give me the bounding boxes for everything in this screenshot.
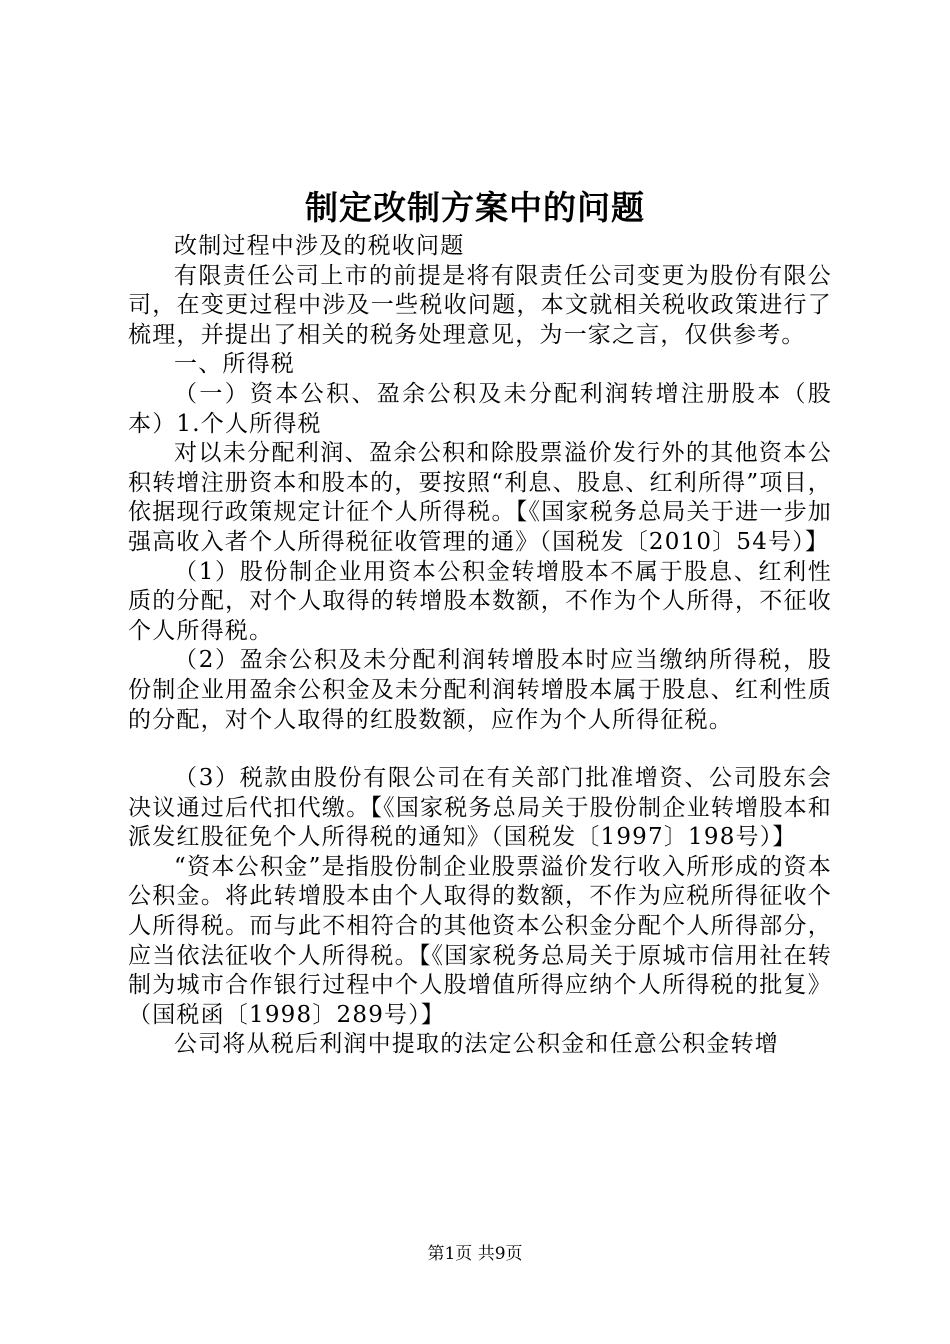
paragraph: 公司将从税后利润中提取的法定公积金和任意公积金转增 xyxy=(174,1031,779,1058)
paragraph: （3）税款由股份有限公司在有关部门批准增资、公司股东会决议通过后代扣代缴。【《国家税务总局关于股份制企业转增股本和派发红股征免个人所得税的通知》（国税发〔1997〕198号）】 xyxy=(128,765,832,851)
paragraph-intro: 有限责任公司上市的前提是将有限责任公司变更为股份有限公司，在变更过程中涉及一些税收问题，本文就相关税收政策进行了梳理，并提出了相关的税务处理意见，为一家之言，仅供参考。 xyxy=(128,262,832,348)
subsection-heading: （一）资本公积、盈余公积及未分配利润转增注册股本（股本）1.个人所得税 xyxy=(128,380,832,437)
paragraph: （2）盈余公积及未分配利润转增股本时应当缴纳所得税，股份制企业用盈余公积金及未分配利润转增股本属于股息、红利性质的分配，对个人取得的红股数额，应作为个人所得征税。 xyxy=(128,647,832,733)
paragraph-subtitle: 改制过程中涉及的税收问题 xyxy=(174,233,465,259)
section-heading-income-tax: 一、所得税 xyxy=(174,351,295,378)
document-body xyxy=(128,232,832,1060)
paragraph: “资本公积金”是指股份制企业股票溢价发行收入所形成的资本公积金。将此转增股本由个人取得的数额，不作为应税所得征收个人所得税。而与此不相符合的其他资本公积金分配个人所得部分，应当依法征收个人所得税。【《国家税务总局关于原城市信用社在转制为城市合作银行过程中个人股增值所得应纳个人所得税的批复》（国税函〔1998〕289号）】 xyxy=(128,853,832,1028)
document-title: 制定改制方案中的问题 xyxy=(305,188,645,227)
paragraph: 对以未分配利润、盈余公积和除股票溢价发行外的其他资本公积转增注册资本和股本的，要按照“利息、股息、红利所得”项目，依据现行政策规定计征个人所得税。【《国家税务总局关于进一步加强高收入者个人所得税征收管理的通》（国税发〔2010〕54号）】 xyxy=(128,440,832,555)
page-number: 第1页 共9页 xyxy=(427,1244,523,1264)
paragraph: （1）股份制企业用资本公积金转增股本不属于股息、红利性质的分配，对个人取得的转增股本数额，不作为个人所得，不征收个人所得税。 xyxy=(128,558,832,644)
